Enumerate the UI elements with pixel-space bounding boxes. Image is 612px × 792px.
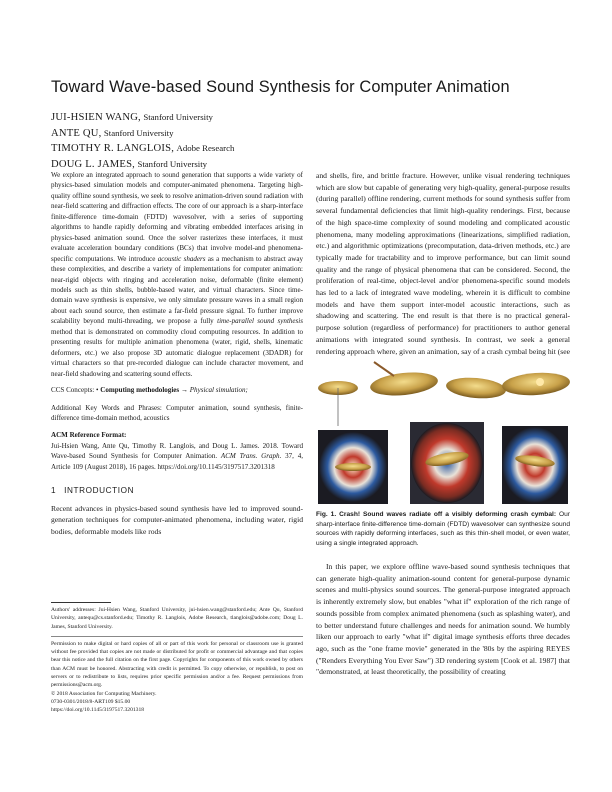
ccs-concept-italic: Physical simulation; bbox=[189, 386, 248, 395]
caption-text: Our sharp-interface finite-difference time-domain (FDTD) wavesolver can synthesize sound sources with rapidly deforming interfaces, such as this thin-shell model, or even water, using a single integrated approach. bbox=[316, 511, 570, 547]
author-addresses: Authors' addresses: Jui-Hsien Wang, Stanford University, jui-hsien.wang@stanford.edu; Ante Qu, Stanford University, antequ@cs.stanford.edu; Timothy R. Langlois, Adobe Research, tlanglois@adobe.com; Doug L. James, Stanford University. bbox=[51, 607, 303, 630]
keywords: Additional Key Words and Phrases: Computer animation, sound synthesis, finite-difference time-domain method, acoustics bbox=[51, 403, 303, 422]
author-name: TIMOTHY R. LANGLOIS, bbox=[51, 143, 175, 155]
intro-paragraph: Recent advances in physics-based sound synthesis have led to improved sound-generation techniques for computer-animated phenomena, including water, rigid bodies, deformable models like rods bbox=[51, 503, 303, 536]
author-affiliation: Stanford University bbox=[143, 112, 213, 122]
paper-title: Toward Wave-based Sound Synthesis for Computer Animation bbox=[51, 78, 510, 96]
abstract-text: method that is demonstrated on commodity cloud computing resources. In addition to presenting results for multiple animation phenomena (water, rigid, shells, kinematic deformers, etc.) we also propose 3D automatic dialogue replacement (3DADR) for virtual characters so that pre-recorded dialogue can include character movement, and near-field shadowing and scattering sound effects. bbox=[51, 327, 303, 378]
abstract-text: as a mechanism to abstract away these complexities, and describe a variety of implementations for computer animation: near-rigid objects with ringing and acceleration noise, deformable (finite element) models such as thin shells, bubble-based water, and virtual characters. Since time-domain wave synthesis is expensive, we only simulate pressure waves in a small region about each sound source, then estimate a far-field pressure signal. To further improve scalability beyond multi-threading, we propose a fully bbox=[51, 254, 304, 326]
author-3 bbox=[51, 141, 571, 157]
cymbal-highlight bbox=[536, 378, 544, 386]
acm-reference-text bbox=[51, 441, 303, 472]
permission-text: Permission to make digital or hard copies of all or part of this work for personal or classroom use is granted without fee provided that copies are not made or distributed for profit or commercial advantage and that copies bear this notice and the full citation on the first page. Copyrights for components of this work owned by others than ACM must be honored. Abstracting with credit is permitted. To copy otherwise, or republish, to post on servers or to redistribute to lists, requires prior specific permission and/or a fee. Request permissions from permissions@acm.org. bbox=[51, 640, 303, 689]
abstract-emphasis: acoustic shaders bbox=[157, 254, 206, 263]
author-name: DOUG L. JAMES, bbox=[51, 159, 136, 171]
acm-reference-label: ACM Reference Format: bbox=[51, 431, 127, 440]
left-column bbox=[51, 170, 303, 537]
footnote-rule bbox=[51, 602, 111, 603]
author-list bbox=[51, 110, 571, 173]
section-title: INTRODUCTION bbox=[64, 486, 135, 496]
teaser-figure bbox=[316, 356, 570, 506]
acm-reference-part: 37, 4, Article 109 (August 2018), 16 pages. https://doi.org/10.1145/3197517.3201318 bbox=[51, 452, 304, 471]
footnotes bbox=[51, 602, 303, 715]
issn-line: 0730-0301/2018/8-ART109 $15.00 bbox=[51, 698, 131, 705]
acm-reference-journal: ACM Trans. Graph. bbox=[220, 452, 282, 461]
abstract bbox=[51, 170, 303, 379]
right-column-lower bbox=[316, 561, 570, 678]
body-paragraph: In this paper, we explore offline wave-based sound synthesis techniques that can generate high-quality animation-sound content for general-purpose dynamic scenes and multi-physics sound sources. The general-purpose integrated approach is inherently extremely slow, but enables "what if" exploration of the rich range of sounds possible from complex animated phenomena (such as splashing water), and to better understand future challenges and needs for animation sound. We humbly liken our approach to early "what if" digital image synthesis efforts three decades ago, such as the "one frame movie" generated in the '80s by the aspiring REYES ("Renders Everything You Ever Saw") 3D rendering system [Cook et al. 1987] that "demonstrated, at least theoretically, the possibility of creating bbox=[316, 562, 570, 677]
section-heading bbox=[51, 486, 303, 496]
figure-caption bbox=[316, 510, 570, 548]
abstract-emphasis: time-parallel sound synthesis bbox=[217, 317, 303, 326]
acm-reference bbox=[51, 430, 303, 472]
author-1 bbox=[51, 110, 571, 126]
author-2 bbox=[51, 126, 571, 142]
author-affiliation: Stanford University bbox=[103, 127, 174, 138]
ccs-concept-bold: Computing methodologies bbox=[100, 386, 180, 395]
ccs-concepts bbox=[51, 385, 303, 395]
right-column-upper bbox=[316, 170, 570, 381]
author-name: JUI-HSIEN WANG, bbox=[51, 112, 141, 123]
section-number: 1 bbox=[51, 486, 57, 496]
permission-notice bbox=[51, 636, 303, 715]
abstract-text: We explore an integrated approach to sound generation that supports a wide variety of physics-based simulation models and computer-animated phenomena. Targeting high-quality offline sound synthesis, we seek to resolve animation-driven sound radiation with near-field scattering and diffraction effects. The core of our approach is a sharp-interface finite-difference time-domain (FDTD) wavesolver, with a series of supporting algorithms to handle rapidly deforming and vibrating embedded interfaces arising in physics-based animation sound. Once the solver rasterizes these interfaces, it must evaluate acceleration boundary conditions (BCs) that involve model-and phenomena-specific computations. We introduce bbox=[51, 171, 303, 263]
intro-continued: and shells, fire, and brittle fracture. However, unlike visual rendering techniques which are slow but capable of generating very high-quality, general-purpose results (during parallel) offline rendering, current methods for sound synthesis suffer from several fundamental deficiencies that limit high-quality renderings. First, because of the high space-time complexity of sound modeling and complicated acoustic phenomena, many modeling approximations (linearizations, simplified radiation, etc.) and algorithmic optimizations (precomputation, data-driven methods, etc.) are typically made for tractability and to improve performance, but can limit sound quality and the range of physical phenomena that can be considered. Second, the proliferation of real-time, object-level and/or phenomena-specific sound models has led to a lack of integrated wave modeling, wherein it is difficult to combine models and have them support inter-model acoustic interactions, such as shadowing and scattering. The end result is that there is no practical general-purpose solution (regardless of performance) for practitioners to author general animations with integrated sound synthesis. In contrast, we seek a general rendering approach where, given an animation, say of a crash cymbal being hit (see bbox=[316, 171, 570, 356]
caption-bold: Crash! Sound waves radiate off a visibly deforming crash cymbal: bbox=[339, 511, 557, 518]
ccs-arrow: → bbox=[180, 386, 188, 395]
ccs-label: CCS Concepts: • bbox=[51, 386, 99, 395]
doi-link[interactable]: https://doi.org/10.1145/3197517.3201318 bbox=[51, 707, 145, 714]
cymbal-figure-illustration bbox=[316, 356, 570, 506]
author-name: ANTE QU, bbox=[51, 127, 102, 139]
caption-label: Fig. 1. bbox=[316, 511, 337, 518]
copyright-line: © 2018 Association for Computing Machinery. bbox=[51, 690, 157, 697]
acm-reference-part: Jui-Hsien Wang, Ante Qu, Timothy R. Langlois, and Doug L. James. 2018. Toward Wave-based Sound Synthesis for Computer Animation. bbox=[51, 441, 303, 461]
author-affiliation: Adobe Research bbox=[176, 143, 235, 154]
author-affiliation: Stanford University bbox=[137, 159, 208, 170]
cymbal-in-wave-1 bbox=[335, 463, 371, 471]
